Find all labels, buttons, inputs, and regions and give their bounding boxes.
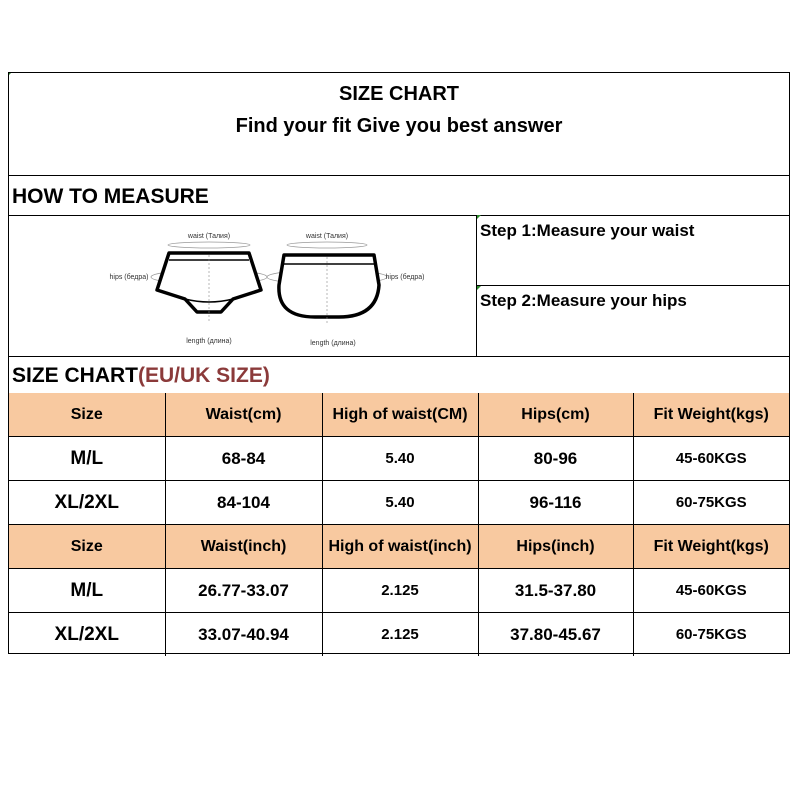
table-cell: 26.77-33.07 (165, 569, 322, 613)
table-cell: 45-60KGS (633, 437, 789, 481)
table-cell: 80-96 (478, 437, 633, 481)
header-cell: Waist(inch) (165, 525, 322, 569)
table-cell: 5.40 (322, 481, 478, 525)
table-cell: 33.07-40.94 (165, 613, 322, 657)
step-2-text: Step 2:Measure your hips (480, 291, 687, 310)
table-cell: 5.40 (322, 437, 478, 481)
header-cell: Waist(cm) (165, 393, 322, 437)
size-chart-heading (9, 356, 789, 394)
size-cell: M/L (9, 569, 165, 613)
table-cell: 2.125 (322, 613, 478, 657)
table-cell: 84-104 (165, 481, 322, 525)
corner-mark (477, 215, 481, 219)
size-cell: XL/2XL (9, 481, 165, 525)
size-chart-heading-accent: (EU/UK SIZE) (138, 364, 270, 387)
header-cell: High of waist(CM) (322, 393, 478, 437)
size-cell: M/L (9, 437, 165, 481)
size-chart-heading-text (12, 364, 270, 388)
how-to-measure-label: HOW TO MEASURE (12, 185, 209, 208)
size-cell: XL/2XL (9, 613, 165, 657)
table-header-row-cm (9, 393, 789, 437)
table-cell: 96-116 (478, 481, 633, 525)
header-cell: Size (9, 393, 165, 437)
table-row (9, 437, 789, 481)
table-cell: 45-60KGS (633, 569, 789, 613)
hips-label: hips (бедра) (385, 274, 425, 281)
length-label: length (длина) (186, 338, 232, 345)
table-cell: 60-75KGS (633, 481, 789, 525)
header-cell: Hips(inch) (478, 525, 633, 569)
measure-section (9, 215, 789, 357)
table-cell: 60-75KGS (633, 613, 789, 657)
waist-measure-line (168, 242, 250, 248)
header-cell: High of waist(inch) (322, 525, 478, 569)
hips-label: hips (бедра) (109, 274, 149, 281)
table-header-row-inch (9, 525, 789, 569)
header-cell: Hips(cm) (478, 393, 633, 437)
header-cell: Fit Weight(kgs) (633, 525, 789, 569)
header-cell: Fit Weight(kgs) (633, 393, 789, 437)
table-cell: 2.125 (322, 569, 478, 613)
brief-drawing (110, 233, 268, 345)
size-chart-sheet (8, 72, 790, 654)
header-cell: Size (9, 525, 165, 569)
measure-steps (477, 215, 789, 356)
table-row (9, 613, 789, 657)
size-chart-heading-main: SIZE CHART (12, 364, 138, 387)
waist-label: waist (Талия) (187, 233, 231, 240)
table-cell: 37.80-45.67 (478, 613, 633, 657)
underwear-diagram-illustration (9, 215, 476, 356)
step-1-text: Step 1:Measure your waist (480, 221, 695, 240)
page-subtitle: Find your fit Give you best answer (235, 115, 563, 137)
table-row (9, 481, 789, 525)
waist-label: waist (Талия) (305, 233, 349, 240)
how-to-measure-heading (9, 175, 789, 216)
table-cell: 68-84 (165, 437, 322, 481)
back-view-drawing (267, 233, 425, 347)
size-table (9, 393, 789, 656)
length-label: length (длина) (310, 340, 356, 347)
measure-diagram (9, 215, 477, 356)
page-title: SIZE CHART (339, 83, 459, 105)
table-cell: 31.5-37.80 (478, 569, 633, 613)
step-divider (477, 285, 789, 286)
title-block (9, 73, 789, 176)
table-row (9, 569, 789, 613)
corner-mark (477, 286, 481, 290)
